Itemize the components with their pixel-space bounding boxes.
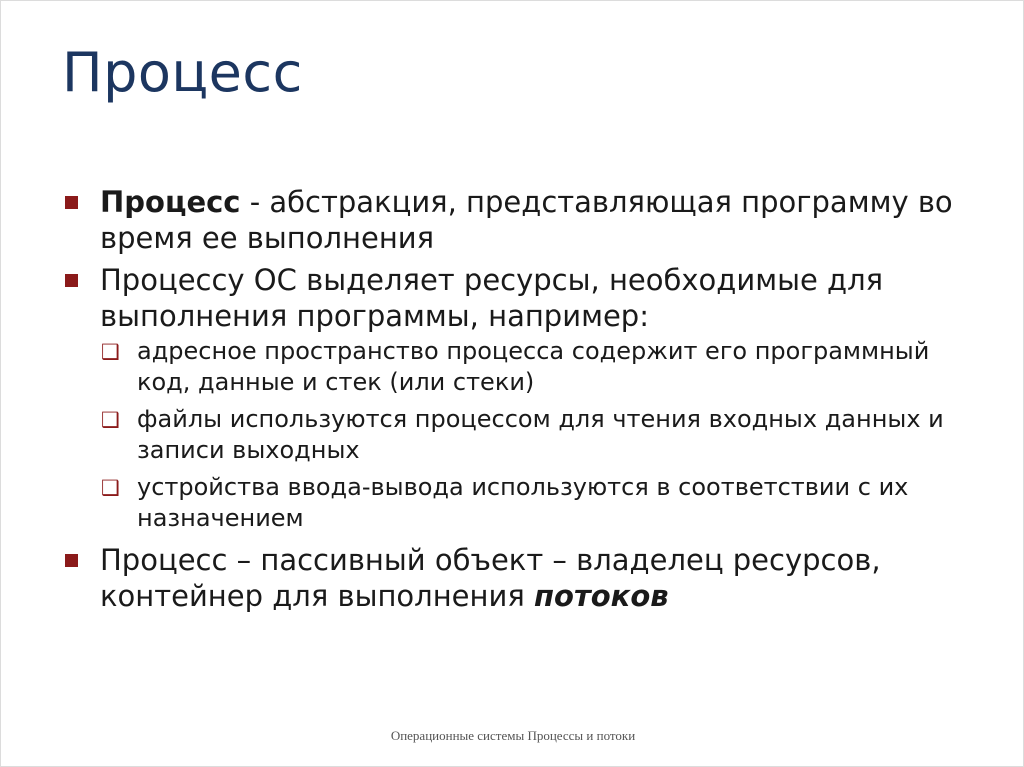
bullet-item-os-resources (63, 262, 983, 334)
bullet-text: Процессу ОС выделяет ресурсы, необходимые для выполнения программы, например: (100, 263, 884, 333)
bullet-item-process-definition (63, 184, 983, 256)
bullet-text: - абстракция, представляющая программу во время ее выполнения (100, 185, 953, 255)
sub-bullet-text: адресное пространство процесса содержит его программный код, данные и стек (или стеки) (137, 337, 930, 396)
square-bullet-icon (65, 274, 78, 287)
checkbox-bullet-icon: ❑ (101, 340, 120, 364)
slide-footer: Операционные системы Процессы и потоки (390, 728, 636, 743)
sub-bullet-text: устройства ввода-вывода используются в соответствии с их назначением (137, 473, 909, 532)
sub-bullet-item-address-space (63, 336, 983, 398)
bullet-emphasis-threads: потоков (533, 579, 669, 613)
sub-bullet-list (63, 336, 983, 534)
checkbox-bullet-icon: ❑ (101, 408, 120, 432)
sub-bullet-text: файлы используются процессом для чтения входных данных и записи выходных (137, 405, 944, 464)
sub-bullet-item-io-devices (63, 472, 983, 534)
bullet-lead-term: Процесс (100, 185, 241, 219)
bullet-item-passive-object (63, 542, 983, 614)
slide-title: Процесс (62, 41, 303, 104)
square-bullet-icon (65, 196, 78, 209)
sub-bullet-item-files (63, 404, 983, 466)
square-bullet-icon (65, 554, 78, 567)
bullet-text: Процесс – пассивный объект – владелец ресурсов, контейнер для выполнения (100, 543, 881, 613)
checkbox-bullet-icon: ❑ (101, 476, 120, 500)
bullet-list (63, 184, 983, 620)
